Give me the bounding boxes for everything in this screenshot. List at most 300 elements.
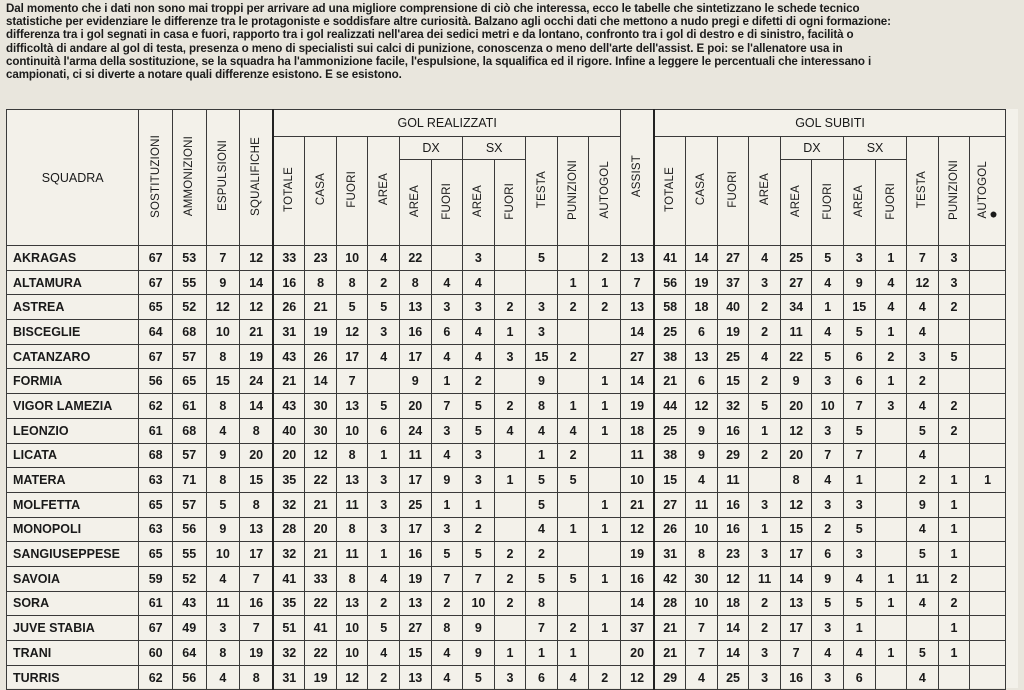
table-cell [970,443,1006,468]
table-cell: 4 [749,344,781,369]
table-cell [557,369,589,394]
table-cell: 2 [749,369,781,394]
table-cell [907,616,939,641]
table-cell: 3 [938,270,970,295]
table-cell: 62 [139,665,173,690]
table-cell: 1 [749,418,781,443]
header-gs-dx-fuori: FUORI [812,160,844,246]
table-cell: 5 [368,295,400,320]
table-cell: 7 [526,616,558,641]
table-cell: 1 [589,616,621,641]
intro-line: Dal momento che i dati non sono mai troppi per arrivare ad una migliore comprensione di ciò che interessa, ecco le tabelle che sintetizzano le schede tecnico [6,2,860,15]
intro-line: statistiche per evidenziare le differenze tra le protagoniste e soddisfare altre curiosità. Balzano agli occhi dati che mettono a nudo pregi e difetti di ogni formazione: [6,15,891,29]
table-cell: 3 [749,641,781,666]
table-cell: 14 [717,616,749,641]
table-cell: 2 [368,665,400,690]
table-cell: 3 [844,492,876,517]
table-cell: 56 [654,270,686,295]
table-cell: 16 [717,517,749,542]
table-cell: 17 [399,468,431,493]
table-body [7,246,1006,690]
table-cell: 15 [399,641,431,666]
table-cell: 21 [273,369,305,394]
table-cell: 5 [526,246,558,271]
header-gs-sx-area: AREA [844,160,876,246]
table-cell: 3 [875,394,907,419]
table-cell [557,591,589,616]
table-cell: 8 [399,270,431,295]
table-cell: 5 [463,542,495,567]
table-cell: 27 [621,344,655,369]
table-cell: 21 [305,542,337,567]
table-cell: 8 [336,517,368,542]
table-cell: 5 [844,517,876,542]
table-cell: 61 [172,394,206,419]
table-cell: 68 [172,418,206,443]
table-cell: 68 [172,320,206,345]
table-row [7,369,1006,394]
table-cell: 67 [139,344,173,369]
table-cell: 9 [526,369,558,394]
table-cell: 24 [240,369,274,394]
table-cell: 25 [717,665,749,690]
table-cell: 13 [399,665,431,690]
table-cell: 2 [463,517,495,542]
table-cell: 42 [654,566,686,591]
table-cell: 38 [654,443,686,468]
table-cell: 8 [526,394,558,419]
table-cell: 9 [812,566,844,591]
table-cell: 1 [749,517,781,542]
table-cell: 13 [686,344,718,369]
table-cell: 32 [273,641,305,666]
table-cell: 23 [717,542,749,567]
table-cell: 22 [305,591,337,616]
table-cell: 53 [172,246,206,271]
table-cell: 8 [336,443,368,468]
table-row [7,320,1006,345]
table-cell: 13 [780,591,812,616]
header-espulsioni: ESPULSIONI [206,110,240,246]
table-cell: 32 [273,542,305,567]
table-cell: 9 [399,369,431,394]
table-cell: 20 [305,517,337,542]
table-cell: 13 [336,394,368,419]
table-cell: 3 [907,344,939,369]
header-gr-sx-fuori: FUORI [494,160,526,246]
table-cell: 2 [749,616,781,641]
table-cell: 49 [172,616,206,641]
table-cell: 20 [240,443,274,468]
table-cell: 5 [463,394,495,419]
table-cell: 15 [654,468,686,493]
table-cell: 37 [717,270,749,295]
table-cell: 2 [368,591,400,616]
table-cell: 3 [844,246,876,271]
table-cell: 12 [907,270,939,295]
table-cell: 14 [717,641,749,666]
table-cell: 21 [654,369,686,394]
header-gs-area: AREA [749,137,781,246]
table-cell: 21 [305,492,337,517]
table-cell: 1 [589,517,621,542]
table-cell [970,566,1006,591]
table-cell: 16 [399,320,431,345]
table-cell: 1 [494,641,526,666]
table-cell: 29 [654,665,686,690]
table-cell [494,270,526,295]
table-cell: 1 [368,443,400,468]
table-cell: 8 [206,468,240,493]
table-cell: 13 [399,591,431,616]
table-cell: 2 [749,320,781,345]
table-cell: 17 [399,517,431,542]
table-cell: 63 [139,468,173,493]
table-cell: 43 [273,344,305,369]
table-cell: 4 [463,344,495,369]
table-cell: 4 [431,344,463,369]
table-cell: 52 [172,295,206,320]
table-cell: 1 [589,394,621,419]
team-name: MOLFETTA [7,492,139,517]
table-cell: 5 [557,566,589,591]
table-cell: 34 [780,295,812,320]
table-cell [494,246,526,271]
table-cell [875,517,907,542]
table-cell: 1 [589,270,621,295]
table-cell: 2 [368,270,400,295]
table-cell [589,320,621,345]
table-cell: 56 [172,665,206,690]
team-name: JUVE STABIA [7,616,139,641]
table-cell: 1 [557,641,589,666]
table-cell [494,443,526,468]
table-cell: 1 [431,369,463,394]
table-cell: 67 [139,246,173,271]
table-cell [970,517,1006,542]
table-cell: 32 [717,394,749,419]
table-cell: 17 [240,542,274,567]
table-cell: 56 [172,517,206,542]
table-cell: 4 [907,295,939,320]
table-cell: 44 [654,394,686,419]
header-gr-dx-fuori: FUORI [431,160,463,246]
table-cell: 41 [305,616,337,641]
table-cell: 9 [463,641,495,666]
table-cell: 13 [621,295,655,320]
table-cell: 11 [717,468,749,493]
table-cell: 4 [206,418,240,443]
table-cell: 16 [240,591,274,616]
table-cell [875,468,907,493]
table-cell: 1 [938,468,970,493]
table-cell: 43 [172,591,206,616]
team-name: ASTREA [7,295,139,320]
table-cell: 6 [431,320,463,345]
table-cell: 4 [526,418,558,443]
table-cell: 17 [780,616,812,641]
table-cell: 24 [399,418,431,443]
table-cell: 19 [240,344,274,369]
table-cell: 26 [305,344,337,369]
table-cell: 58 [654,295,686,320]
table-cell: 12 [780,492,812,517]
table-cell: 4 [557,418,589,443]
table-cell: 61 [139,591,173,616]
table-row [7,566,1006,591]
table-cell: 9 [206,270,240,295]
table-cell: 3 [463,443,495,468]
table-cell: 1 [526,443,558,468]
header-gr-dx-area: AREA [399,160,431,246]
table-cell: 17 [780,542,812,567]
table-cell: 9 [206,443,240,468]
table-cell [494,492,526,517]
header-gs-testa: TESTA [907,137,939,246]
table-cell: 1 [938,641,970,666]
table-cell: 11 [749,566,781,591]
header-gs-fuori: FUORI [717,137,749,246]
table-cell: 7 [240,566,274,591]
table-cell: 1 [875,641,907,666]
table-cell: 1 [494,468,526,493]
table-cell: 52 [172,566,206,591]
table-cell [970,246,1006,271]
table-cell: 6 [844,665,876,690]
table-cell: 4 [368,566,400,591]
table-cell: 14 [240,270,274,295]
table-cell: 27 [780,270,812,295]
table-cell [970,616,1006,641]
table-cell: 5 [463,418,495,443]
table-cell: 20 [273,443,305,468]
table-cell: 10 [336,616,368,641]
table-cell: 11 [206,591,240,616]
bullet-icon: ● [989,205,998,222]
table-cell: 2 [494,591,526,616]
table-cell: 2 [938,591,970,616]
table-cell [970,418,1006,443]
table-cell: 4 [907,320,939,345]
table-cell: 12 [621,517,655,542]
table-cell: 1 [875,566,907,591]
table-cell: 25 [717,344,749,369]
table-cell: 4 [526,517,558,542]
table-cell: 32 [273,492,305,517]
table-cell: 9 [686,443,718,468]
header-gs-casa: CASA [686,137,718,246]
table-cell: 2 [463,369,495,394]
table-cell: 5 [368,394,400,419]
table-cell: 19 [621,542,655,567]
table-cell [875,616,907,641]
table-cell: 5 [463,665,495,690]
table-cell [875,542,907,567]
team-name: TRANI [7,641,139,666]
table-cell: 16 [717,418,749,443]
table-cell: 30 [686,566,718,591]
table-cell: 2 [557,295,589,320]
table-cell [589,344,621,369]
table-cell: 1 [875,591,907,616]
table-cell: 21 [654,641,686,666]
table-cell: 7 [431,394,463,419]
table-cell: 40 [273,418,305,443]
table-cell: 17 [336,344,368,369]
table-row [7,418,1006,443]
header-gs-dx-area: AREA [780,160,812,246]
table-cell [938,369,970,394]
table-cell: 3 [749,665,781,690]
table-cell: 4 [368,246,400,271]
table-cell: 3 [526,320,558,345]
table-cell [526,270,558,295]
table-cell: 5 [368,616,400,641]
table-cell [589,443,621,468]
table-cell [494,616,526,641]
table-cell: 2 [589,246,621,271]
table-row [7,641,1006,666]
table-cell: 1 [812,295,844,320]
table-cell: 12 [717,566,749,591]
table-cell: 22 [305,641,337,666]
table-row [7,270,1006,295]
table-cell: 5 [526,492,558,517]
table-cell: 51 [273,616,305,641]
table-cell [557,320,589,345]
table-cell: 2 [494,542,526,567]
table-cell: 26 [654,517,686,542]
table-cell: 31 [273,320,305,345]
table-cell: 7 [686,616,718,641]
table-cell: 13 [336,468,368,493]
table-cell [589,468,621,493]
table-cell: 10 [686,517,718,542]
table-cell: 2 [494,394,526,419]
table-cell [970,320,1006,345]
table-cell: 26 [273,295,305,320]
table-cell: 7 [907,246,939,271]
table-cell: 55 [172,270,206,295]
table-cell: 2 [494,566,526,591]
table-cell [938,665,970,690]
table-cell: 27 [654,492,686,517]
header-gs-dx: DX [780,137,843,160]
table-row [7,542,1006,567]
table-cell [970,394,1006,419]
team-name: SAVOIA [7,566,139,591]
table-cell: 30 [305,418,337,443]
table-cell: 28 [273,517,305,542]
table-cell: 4 [844,641,876,666]
table-cell: 8 [206,641,240,666]
table-row [7,616,1006,641]
table-cell [938,443,970,468]
team-name: SANGIUSEPPESE [7,542,139,567]
table-cell: 19 [305,320,337,345]
table-cell [970,344,1006,369]
table-cell: 25 [654,418,686,443]
table-cell: 22 [305,468,337,493]
table-cell: 25 [399,492,431,517]
table-cell: 2 [589,665,621,690]
table-cell: 61 [139,418,173,443]
table-cell: 5 [907,542,939,567]
table-cell [557,246,589,271]
table-cell: 12 [336,665,368,690]
table-cell: 6 [812,542,844,567]
table-cell: 16 [780,665,812,690]
table-cell: 14 [240,394,274,419]
table-cell: 20 [780,443,812,468]
table-cell: 2 [431,591,463,616]
table-cell: 57 [172,443,206,468]
table-cell: 5 [844,418,876,443]
table-cell: 5 [938,344,970,369]
table-cell: 20 [780,394,812,419]
table-cell: 3 [844,542,876,567]
table-cell: 14 [780,566,812,591]
table-cell: 4 [907,443,939,468]
table-cell: 40 [717,295,749,320]
team-name: MATERA [7,468,139,493]
table-cell: 1 [875,246,907,271]
table-cell: 1 [875,320,907,345]
table-cell: 15 [844,295,876,320]
table-cell: 3 [812,616,844,641]
table-cell: 9 [206,517,240,542]
table-cell: 5 [812,344,844,369]
header-gol-realizzati: GOL REALIZZATI [273,110,620,137]
table-cell: 3 [812,418,844,443]
table-cell: 4 [431,443,463,468]
table-cell: 14 [686,246,718,271]
table-cell: 19 [686,270,718,295]
table-cell: 12 [621,665,655,690]
table-cell [970,591,1006,616]
stats-sheet [6,109,1018,688]
table-cell: 8 [336,566,368,591]
table-cell [970,665,1006,690]
table-cell: 3 [494,665,526,690]
table-cell: 1 [589,566,621,591]
intro-line: campionati, ci si diverte a notare quali differenze esistono. E se esistono. [6,68,402,82]
table-cell: 63 [139,517,173,542]
table-cell: 10 [206,320,240,345]
table-cell: 3 [463,246,495,271]
table-cell: 3 [463,468,495,493]
table-cell: 1 [494,320,526,345]
table-cell: 10 [336,418,368,443]
table-cell: 1 [589,418,621,443]
table-cell: 5 [907,641,939,666]
table-cell: 15 [780,517,812,542]
table-cell: 21 [621,492,655,517]
table-cell: 13 [240,517,274,542]
intro-line: continuità l'arma della sostituzione, se la squadra ha l'ammonizione facile, l'espulsione, la squalifica ed il rigore. Infine a leggere le percentuali che interessano i [6,54,872,68]
table-cell: 19 [240,641,274,666]
table-cell: 64 [172,641,206,666]
table-row [7,443,1006,468]
table-row [7,517,1006,542]
header-gs-sx: SX [844,137,907,160]
table-cell: 5 [336,295,368,320]
header-gr-casa: CASA [305,137,337,246]
table-cell: 60 [139,641,173,666]
table-cell: 57 [172,492,206,517]
table-cell [875,443,907,468]
team-name: LICATA [7,443,139,468]
